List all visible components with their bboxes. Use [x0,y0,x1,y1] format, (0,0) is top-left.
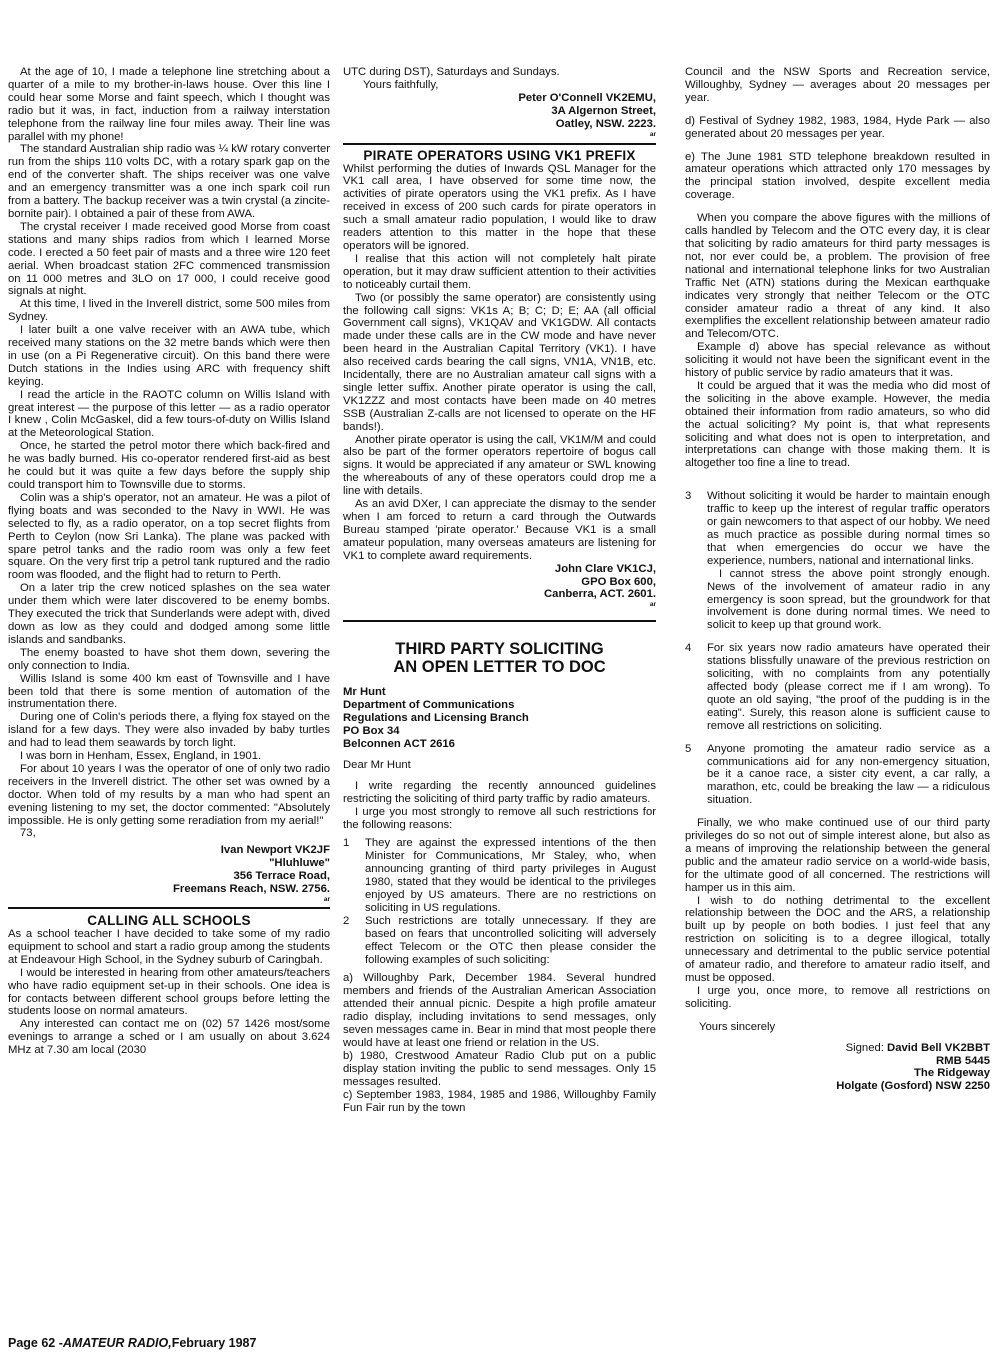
paragraph: Whilst performing the duties of Inwards QSL Manager for the VK1 call area, I have observed for some time now, the activities of pirate operators using the VK1 prefix. As I have received in excess of 200 such cards for pirate operators in such a small amateur radio population, I would like to draw readers attention to this matter in the hope that these operators will be ignored. [343,162,656,252]
reason-number: 3 [685,490,692,503]
page-number: Page 62 - [8,1336,63,1350]
signed-label: Signed: [845,1041,888,1054]
numbered-reason [343,915,656,967]
paragraph: For about 10 years I was the operator of one of only two radio receivers in the Inverell district. The other set was owned by a doctor. When told of my results by a man who had spent an evening listening to my set, the doctor commented: "Absolutely impossible. He is only getting some reradiation from my aerial!" [8,762,330,827]
paragraph: At the age of 10, I made a telephone line stretching about a quarter of a mile to my brother-in-laws house. Over this line I could hear some Morse and faint speech, which I thought was radio but it was, in fact, induction from a railway interstation telephone from the railway line four miles away. Their line was parallel with my phone! [8,66,330,143]
paragraph: On a later trip the crew noticed splashes on the sea water under them which were later discovered to be enemy bombs. They executed the trick that Sunderlands were adept with, dived down as low as they could and dodged among some little islands and sandbanks. [8,582,330,646]
signature-line: "Hluhluwe" [269,857,330,870]
example-paragraph: b) 1980, Crestwood Amateur Radio Club put on a public display station inviting the public to send messages. Only 15 messages resulted. [343,1049,656,1088]
reason-text: Without soliciting it would be harder to maintain enough traffic to keep up the interest of regular traffic operators or gain newcomers to that aspect of our hobby. We need as much practice as possible during normal times so that when emergencies do occur we have the experience, numbers, national and international links. [707,490,990,567]
paragraph: I realise that this action will not completely halt pirate operation, but it may draw sufficient attention to their activities to noticeably curtail them. [343,252,656,291]
signature-block [8,844,330,903]
reason-text: Anyone promoting the amateur radio service as a communications aid for any non-emergency situation, be it a canoe race, a sister city event, a car rally, a marathon, etc, could be breaking the law — a ridiculous situation. [707,742,990,807]
paragraph: I later built a one valve receiver with an AWA tube, which received many stations on the 32 metre bands which were then in use (on a Pi Regenerative circuit). On this band there were Dutch stations in the Indies using ARC with frequency shift keying. [8,324,330,388]
signature-line: RMB 5445 [936,1054,990,1067]
paragraph: At this time, I lived in the Inverell district, some 500 miles from Sydney. [8,298,330,324]
signature-line: Peter O'Connell VK2EMU, [518,91,656,104]
signature-line: 3A Algernon Street, [551,104,656,117]
signature-block [343,563,656,609]
column-1 [8,66,330,1057]
reason-number: 1 [343,837,350,850]
paragraph: I urge you most strongly to remove all such restrictions for the following reasons: [343,805,656,831]
paragraph: Example d) above has special relevance as without soliciting it would not have been the significant event in the history of public service by radio amateurs that it was. [685,341,990,380]
example-paragraph: Council and the NSW Sports and Recreation service, Willoughby, Sydney — averages about 20 messages per year. [685,66,990,104]
paragraph: Once, he started the petrol motor there which back-fired and he was badly burned. His co-operator rendered first-aid as best he could but it was quite a few days before the supply ship could transport him to Townsville due to storms. [8,440,330,491]
paragraph: UTC during DST), Saturdays and Sundays. [343,66,560,78]
paragraph: Two (or possibly the same operator) are consistently using the following call signs: VK1s A; B; C; D; E; AA (all official Government call signs), VK1QAV and VK1GDW. All contacts made under these calls are in the CW mode and have never been heard in the Australian Capital Territory (VK1). I have also received cards bearing the call signs, VN1A, VN1B, etc. Incidentally, there are no Australian amateur call signs with a single letter suffix. Another pirate operator is using the call, VK1ZZZ and most contacts have been made on 40 metres SSB (Australian Z-calls are not licensed to operate on the HF bands!). [343,291,656,433]
reason-number: 4 [685,642,692,655]
issue-date: February 1987 [171,1336,257,1350]
address-line: Regulations and Licensing Branch [343,712,529,725]
signature-line: GPO Box 600, [581,575,656,588]
section-heading: CALLING ALL SCHOOLS [87,913,251,928]
paragraph: As an avid DXer, I can appreciate the dismay to the sender when I am forced to return a card through the Outwards Bureau stamped 'pirate operator.' Because VK1 is a small amateur population, many overseas amateurs are listening for VK1 to complete award requirements. [343,498,656,562]
example-paragraph: d) Festival of Sydney 1982, 1983, 1984, Hyde Park — also generated about 20 messages per year. [685,114,990,140]
signature-line: John Clare VK1CJ, [554,562,656,575]
third-party-soliciting-letter [343,640,656,1114]
newport-letter [8,66,330,903]
address-line: Mr Hunt [343,686,386,699]
paragraph: During one of Colin's periods there, a flying fox stayed on the island for a few days. They were also invaded by baby turtles and had to lead them seawards by torch light. [8,711,330,750]
paragraph: 73, [20,827,36,840]
signature-line [685,1042,990,1055]
example-paragraph: a) Willoughby Park, December 1984. Several hundred members and friends of the Australian American Association attended their annual picnic. Despite a high profile amateur radio display, including invitations to send messages, only seven messages came in. Bear in mind that most people there would have at least one friend or relation in the US. [343,972,656,1049]
paragraph: Willis Island is some 400 km east of Townsville and I have been told that there is some mention of automation of the instrumentation there. [8,672,330,711]
signature-line: Ivan Newport VK2JF [220,844,330,857]
reason-text: For six years now radio amateurs have operated their stations blissfully unaware of the previous restriction on soliciting, with no complaints from any potentially affected body (please correct me if I am wrong). To quote an old saying, "the proof of the pudding is in the eating". Surely, this reason alone is sufficient cause to remove all restrictions on soliciting. [707,642,990,732]
address-line: Belconnen ACT 2616 [343,737,455,750]
reason-number: 2 [343,914,350,927]
paragraph: The crystal receiver I made received good Morse from coast stations and many ships radios from which I learned Morse code. I erected a 50 feet pair of masts and a three wire 120 feet aerial. When broadcast station 2FC commenced transmission on 11 000 metres and 3LO on 17 000, I could receive good signals at night. [8,220,330,298]
signature-line: Freemans Reach, NSW. 2756. [173,883,330,896]
paragraph: It could be argued that it was the media who did most of the soliciting in the above example. However, the media obtained their information from radio amateurs, so who did the actual soliciting? My point is, that what represents soliciting and what does not is open to interpretation, and interpretations can change with those making them. It is altogether too fine a line to tread. [685,379,990,470]
paragraph: I was born in Henham, Essex, England, in 1901. [20,750,262,763]
valediction: Yours sincerely [699,1020,776,1033]
paragraph: The enemy boasted to have shot them down, severing the only connection to India. [8,646,330,672]
paragraph: Any interested can contact me on (02) 57 1426 most/some evenings to arrange a sched or I am usually on about 3.624 MHz at 7.30 am local (2030 [8,1018,330,1057]
section-divider [8,907,330,909]
pirate-operators-letter [343,148,656,609]
numbered-reason [685,642,990,732]
salutation: Dear Mr Hunt [343,758,411,771]
example-paragraph: c) September 1983, 1984, 1985 and 1986, Willoughby Family Fun Fair run by the town [343,1088,656,1114]
signature-line: 356 Terrace Road, [233,870,330,883]
article-title: THIRD PARTY SOLICITING [395,640,604,659]
signer-name: David Bell VK2BBT [887,1041,990,1054]
paragraph: Another pirate operator is using the call, VK1M/M and could also be part of the former operators repertoire of bogus call signs. It would be appreciated if any amateur or SWL knowing the whereabouts of any of these operators could drop me a line with details. [343,433,656,498]
signature-line: The Ridgeway [914,1067,990,1080]
signature-block [685,1042,990,1094]
end-mark: ar [649,130,656,138]
column-3 [685,66,990,1093]
signature-line: Holgate (Gosford) NSW 2250 [836,1080,990,1093]
reason-text: I cannot stress the above point strongly enough. News of the involvement of amateur radio in any emergency is soon spread, but the groundwork for that involvement is done during normal times. We need to solicit to keep up that ground work. [707,567,990,632]
paragraph: When you compare the above figures with the millions of calls handled by Telecom and the OTC every day, it is clear that soliciting by radio amateurs for third party messages is not, nor ever could be, a problem. The provision of free national and international telephone links for two Australian Traffic Net (ATN) stations during the Mexican earthquake indicates very strongly that neither Telecom or the OTC consider amateur radio a threat of any kind. It also exemplifies the excellent relationship between amateur radio and Telecom/OTC. [685,212,990,341]
address-block [343,686,656,751]
reason-number: 5 [685,742,692,755]
paragraph: Finally, we who make continued use of our third party privileges do so not out of simple interest alone, but also as a means of improving the relationship between the general public and the amateur radio service on a world-wide basis, for the ultimate good of all concerned. The restrictions will hamper us in this aim. [685,817,990,894]
calling-all-schools-letter [8,913,330,1057]
paragraph: I read the article in the RAOTC column on Willis Island with great interest — the purpose of this letter — as a radio operator I knew , Colin McGaskel, did a few tours-of-duty on Willis Island at the Meteorological Station. [8,388,330,440]
article-subtitle: AN OPEN LETTER TO DOC [393,658,606,677]
paragraph: I wish to do nothing detrimental to the excellent relationship between the DOC and the ARS, a relationship built up by people on both bodies. I just feel that any restriction on soliciting is to a degree illogical, totally unnecessary and detrimental to the public service potential of amateur radio, and therefore to amateur radio itself, and must be opposed. [685,894,990,984]
paragraph: Yours faithfully, [363,78,439,91]
page-footer [8,1336,256,1350]
magazine-name: AMATEUR RADIO, [62,1336,172,1350]
column-2 [343,66,656,1114]
section-divider [343,143,656,145]
example-paragraph: e) The June 1981 STD telephone breakdown resulted in amateur operations which attracted only 170 messages by the principal station involved, despite excellent media coverage. [685,150,990,202]
paragraph: As a school teacher I have decided to take some of my radio equipment to school and start a radio group among the students at Endeavour High School, in the Sydney suburb of Caringbah. [8,928,330,966]
numbered-reason [685,490,990,632]
signature-line: Oatley, NSW. 2223. [555,117,656,130]
section-heading: PIRATE OPERATORS USING VK1 PREFIX [363,147,636,163]
reason-text: Such restrictions are totally unnecessary. If they are based on fears that uncontrolled soliciting will adversely effect Telecom or the OTC then please consider the following examples of such soliciting: [365,914,656,966]
signature-line: Canberra, ACT. 2601. [544,588,656,601]
signature-block [343,92,656,138]
paragraph: I write regarding the recently announced guidelines restricting the soliciting of third party traffic by radio amateurs. [343,779,656,805]
numbered-reason [685,743,990,808]
address-line: PO Box 34 [343,725,400,738]
numbered-reason [343,837,656,914]
end-mark: ar [323,896,330,903]
end-mark: ar [649,601,656,609]
address-line: Department of Communications [343,699,515,712]
paragraph: Colin was a ship's operator, not an amateur. He was a pilot of flying boats and was seconded to the Navy in WWI. He was selected to fly, as a radio operator, on a top secret flights from Perth to Ceylon (now Sri Lanka). The plane was packed with spare petrol tanks and the radio room was only a few feet square. On the very first trip a petrol tank ruptured and the radio room was flooded, and the flight had to return to Perth. [8,491,330,582]
paragraph: I urge you, once more, to remove all restrictions on soliciting. [685,984,990,1010]
paragraph: The standard Australian ship radio was ¼ kW rotary converter run from the ships 110 volts DC, with a rotary spark gap on the end of the converter shaft. The ships receiver was one valve and an emergency transmitter was a one inch spark coil run from a battery. The backup receiver was a twin crystal (a zincite-bornite pair). I obtained a pair of these from AWA. [8,143,330,220]
section-divider [343,620,656,622]
paragraph: I would be interested in hearing from other amateurs/teachers who have radio equipment set-up in their schools. One idea is for contacts between different school groups before letting the students loose on normal amateurs. [8,966,330,1018]
reason-text: They are against the expressed intentions of the then Minister for Communications, Mr Staley, who, when announcing granting of third party privileges in August 1980, stated that they would be identical to the privileges enjoyed by US amateurs. There are no restrictions on soliciting in US regulations. [365,837,656,914]
